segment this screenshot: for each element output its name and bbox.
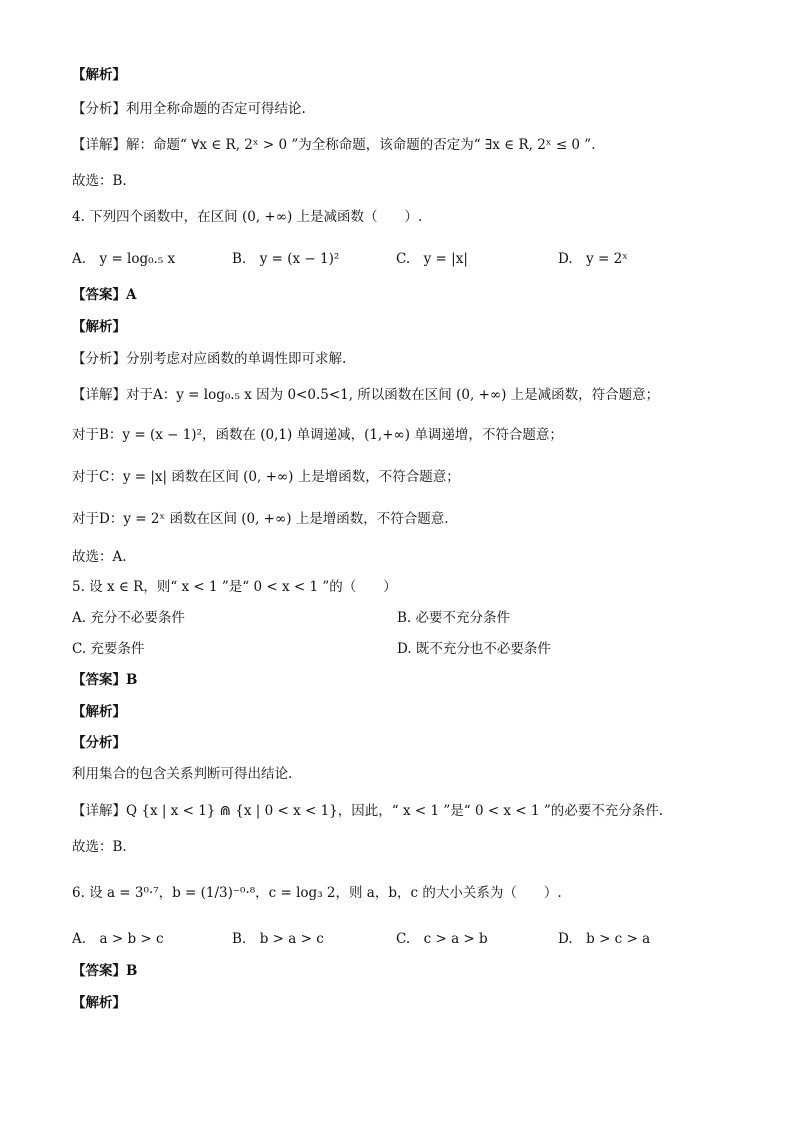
- q6-option-b: B. b > a > c: [232, 931, 324, 947]
- question-6-stem: 6. 设 a = 3⁰·⁷，b = (1/3)⁻⁰·⁸，c = log₃ 2，则 a，b，c 的大小关系为（ ）.: [72, 885, 562, 901]
- analysis-heading: 【解析】: [72, 67, 126, 83]
- detail-line: 对于C：y = |x| 函数在区间 (0, +∞) 上是增函数，不符合题意；: [72, 469, 460, 485]
- answer-heading: 【答案】B: [72, 963, 138, 979]
- q5-option-b: B. 必要不充分条件: [397, 610, 511, 626]
- q6-option-d: D. b > c > a: [558, 931, 651, 947]
- answer-heading: 【答案】B: [72, 672, 138, 688]
- analysis-heading: 【解析】: [72, 319, 126, 335]
- analysis-subheading: 【分析】: [72, 735, 126, 751]
- analysis-heading: 【解析】: [72, 995, 126, 1011]
- detail-line: 【详解】对于A：y = log₀.₅ x 因为 0<0.5<1, 所以函数在区间 (0, +∞) 上是减函数，符合题意；: [72, 387, 660, 403]
- detail-line: 【详解】Q {x | x < 1} ⋒ {x | 0 < x < 1}，因此，“ x < 1 ”是“ 0 < x < 1 ”的必要不充分条件.: [72, 803, 664, 819]
- analysis-line: 利用集合的包含关系判断可得出结论.: [72, 766, 293, 782]
- q4-option-b: B. y = (x − 1)²: [232, 251, 340, 267]
- answer-heading: 【答案】A: [72, 287, 137, 303]
- question-4-stem: 4. 下列四个函数中，在区间 (0, +∞) 上是减函数（ ）.: [72, 209, 423, 225]
- detail-line: 对于B：y = (x − 1)²，函数在 (0,1) 单调递减，(1,+∞) 单调递增，不符合题意；: [72, 427, 563, 443]
- q5-option-c: C. 充要条件: [72, 641, 145, 657]
- question-5-stem: 5. 设 x ∈ R，则“ x < 1 ”是“ 0 < x < 1 ”的（ ）: [72, 579, 397, 595]
- analysis-line: 【分析】利用全称命题的否定可得结论.: [72, 101, 306, 117]
- q4-option-c: C. y = |x|: [396, 251, 468, 267]
- q6-option-a: A. a > b > c: [72, 931, 164, 947]
- choice-line: 故选：B.: [72, 839, 127, 855]
- choice-line: 故选：B.: [72, 173, 127, 189]
- analysis-heading: 【解析】: [72, 704, 126, 720]
- detail-line: 对于D：y = 2ˣ 函数在区间 (0, +∞) 上是增函数，不符合题意.: [72, 511, 449, 527]
- q4-option-d: D. y = 2ˣ: [558, 251, 628, 267]
- q5-option-d: D. 既不充分也不必要条件: [397, 641, 551, 657]
- q4-option-a: A. y = log₀.₅ x: [72, 251, 176, 267]
- q6-option-c: C. c > a > b: [396, 931, 488, 947]
- detail-line: 【详解】解：命题“ ∀x ∈ R, 2ˣ > 0 ”为全称命题，该命题的否定为“ ∃x ∈ R, 2ˣ ≤ 0 ”.: [72, 137, 596, 153]
- analysis-line: 【分析】分别考虑对应函数的单调性即可求解.: [72, 351, 347, 367]
- q5-option-a: A. 充分不必要条件: [72, 610, 185, 626]
- choice-line: 故选：A.: [72, 549, 127, 565]
